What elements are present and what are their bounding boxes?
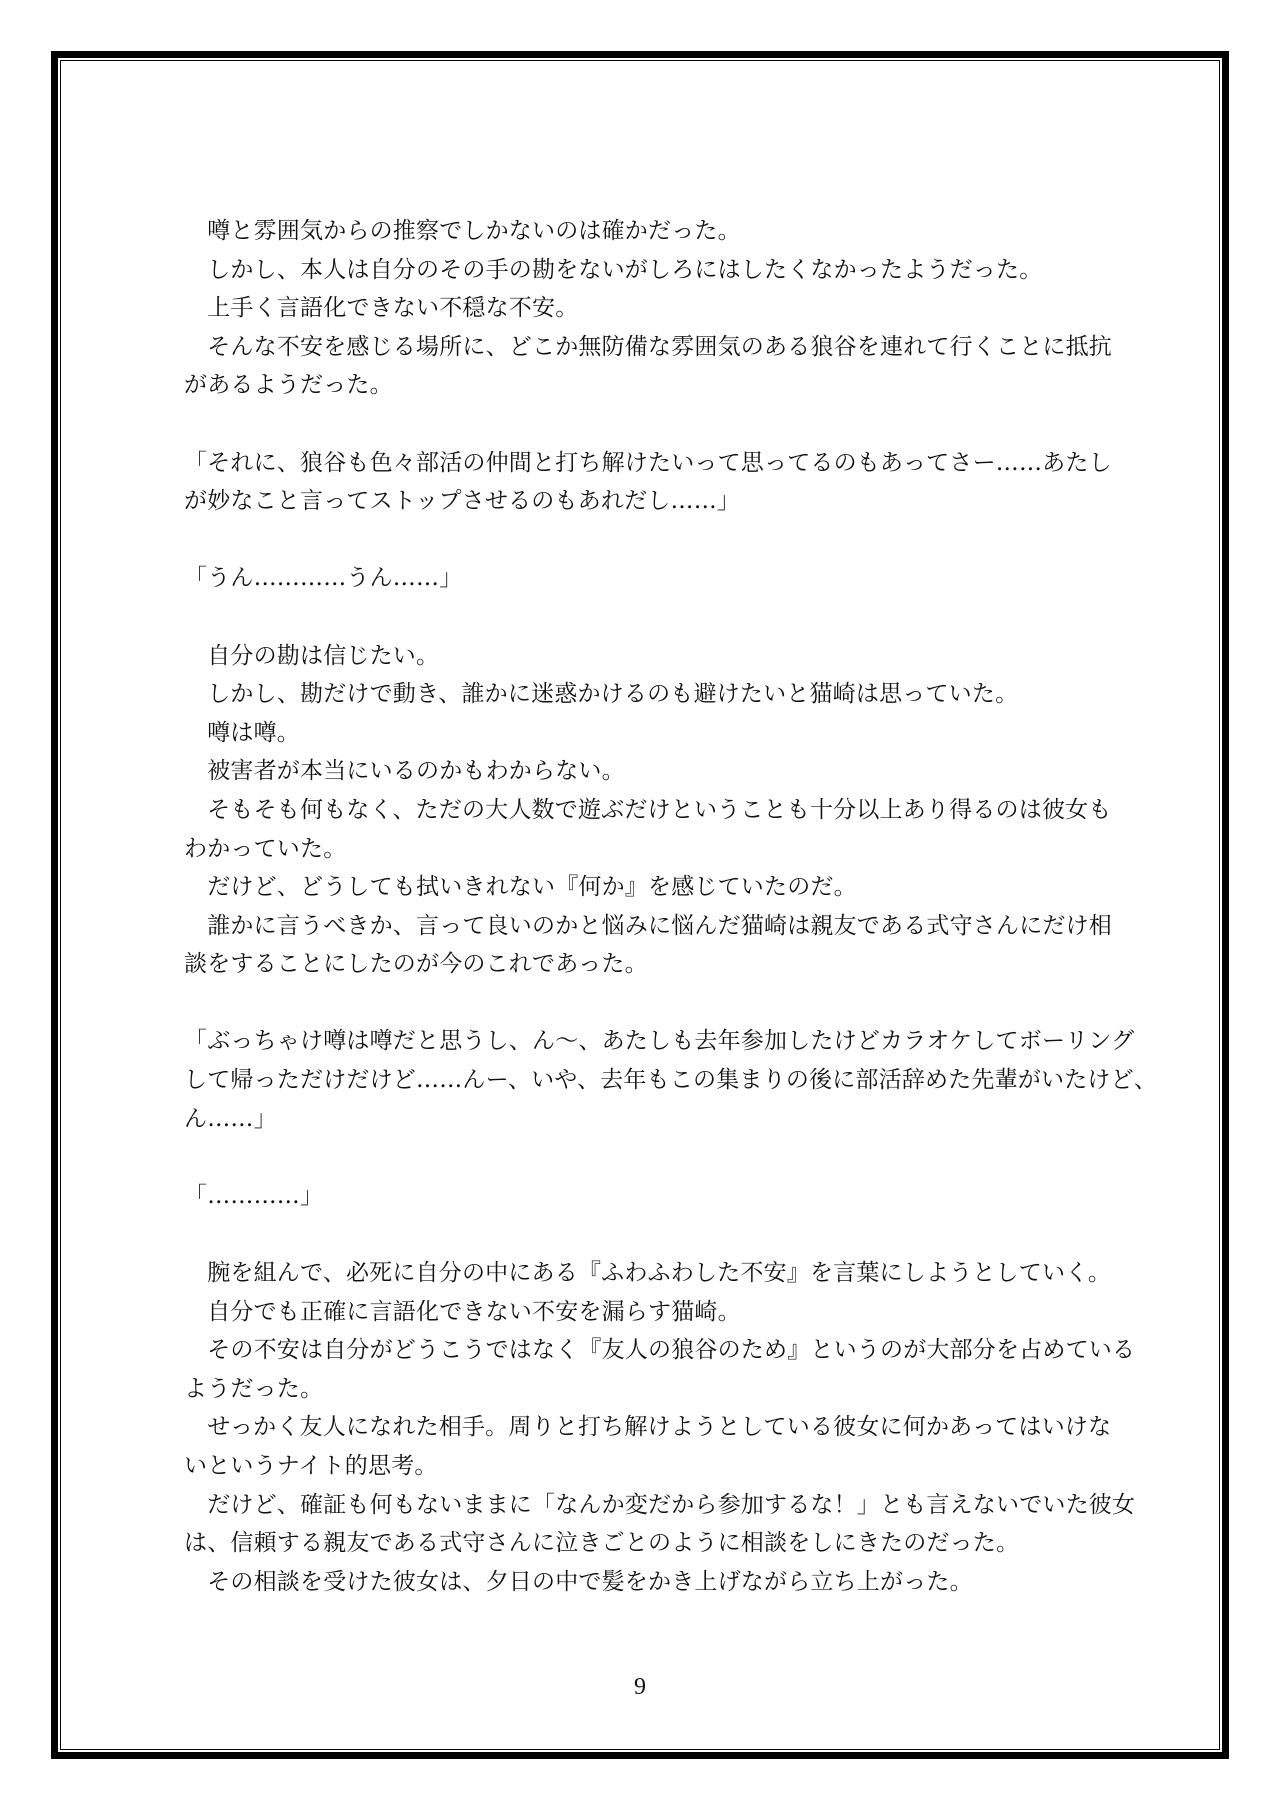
blank-line <box>184 1215 1124 1254</box>
text-line: いというナイト的思考。 <box>184 1453 438 1479</box>
blank-line <box>184 984 1124 1023</box>
text-line: しかし、本人は自分のその手の勘をないがしろにはしたくなかったようだった。 <box>184 256 1043 283</box>
text-line: 「うん…………うん……」 <box>184 565 463 592</box>
text-line: 上手く言語化できない不穏な不安。 <box>184 295 579 322</box>
page-number: 9 <box>634 1674 646 1700</box>
text-line: ようだった。 <box>184 1375 324 1402</box>
text-line: その不安は自分がどうこうではなく『友人の狼谷のため』というのが大部分を占めている <box>184 1337 1136 1364</box>
text-line: 自分でも正確に言語化できない不安を漏らす猫崎。 <box>184 1298 741 1325</box>
text-line: して帰っただけだけど……んー、いや、去年もこの集まりの後に部活辞めた先輩がいたけど、 <box>184 1067 1158 1094</box>
text-line: 腕を組んで、必死に自分の中にある『ふわふわした不安』を言葉にしようとしていく。 <box>184 1260 1112 1287</box>
blank-line <box>184 598 1124 637</box>
text-line: は、信頼する親友である式守さんに泣きごとのように相談をしにきたのだった。 <box>184 1530 1020 1557</box>
text-line: そもそも何もなく、ただの大人数で遊ぶだけということも十分以上あり得るのは彼女も <box>184 796 1112 823</box>
text-line: せっかく友人になれた相手。周りと打ち解けようとしている彼女に何かあってはいけな <box>184 1414 1112 1441</box>
body-text <box>184 212 1158 1601</box>
text-line: 誰かに言うべきか、言って良いのかと悩みに悩んだ猫崎は親友である式守さんにだけ相 <box>184 912 1112 939</box>
text-line: わかっていた。 <box>184 835 347 862</box>
text-line: 自分の勘は信じたい。 <box>184 642 440 669</box>
text-line: そんな不安を感じる場所に、どこか無防備な雰囲気のある狼谷を連れて行くことに抵抗 <box>184 333 1112 360</box>
text-line: ん……」 <box>184 1105 277 1132</box>
text-line: だけど、確証も何もないままに「なんか変だから参加するな！」とも言えないでいた彼女 <box>184 1491 1136 1518</box>
text-line: 噂は噂。 <box>184 719 300 746</box>
text-line: 「…………」 <box>184 1182 324 1209</box>
text-line: 「ぶっちゃけ噂は噂だと思うし、ん～、あたしも去年参加したけどカラオケしてボーリング <box>184 1028 1135 1055</box>
text-line: 談をすることにしたのが今のこれであった。 <box>184 951 648 978</box>
text-line: だけど、どうしても拭いきれない『何か』を感じていたのだ。 <box>184 874 857 901</box>
text-line: その相談を受けた彼女は、夕日の中で髪をかき上げながら立ち上がった。 <box>184 1568 973 1595</box>
blank-line <box>184 1138 1124 1177</box>
blank-line <box>184 521 1124 560</box>
text-line: があるようだった。 <box>184 372 393 399</box>
text-line: 被害者が本当にいるのかもわからない。 <box>184 758 625 785</box>
text-line: 「それに、狼谷も色々部活の仲間と打ち解けたいって思ってるのもあってさー……あたし <box>184 449 1112 476</box>
text-line: 噂と雰囲気からの推察でしかないのは確かだった。 <box>184 218 741 244</box>
blank-line <box>184 405 1124 444</box>
text-line: が妙なこと言ってストップさせるのもあれだし……」 <box>184 488 741 515</box>
text-line: しかし、勘だけで動き、誰かに迷惑かけるのも避けたいと猫崎は思っていた。 <box>184 681 1019 708</box>
